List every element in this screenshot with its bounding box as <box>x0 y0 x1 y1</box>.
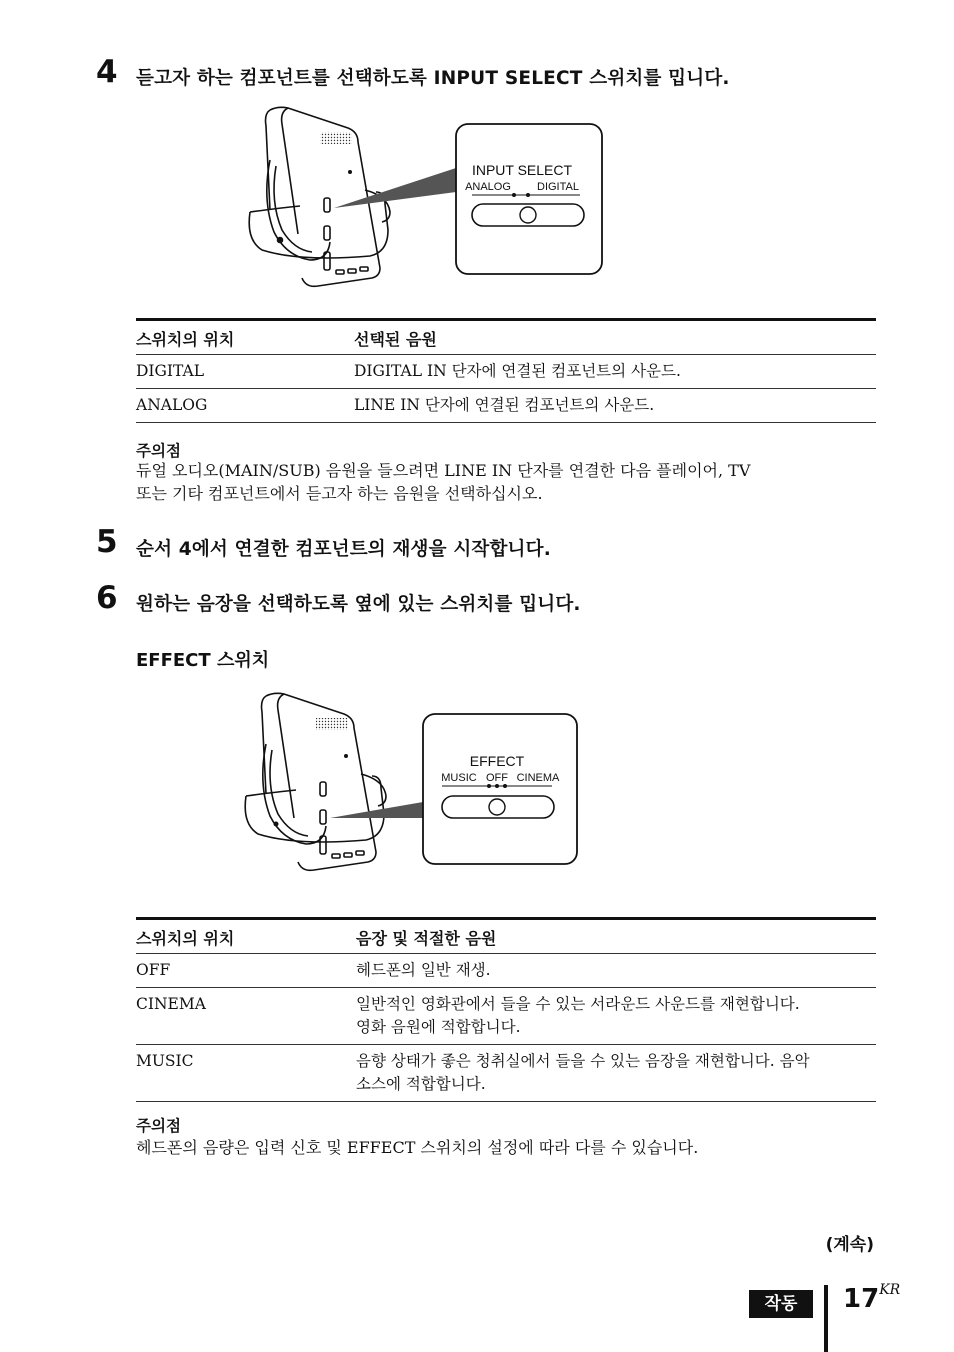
step-4-number: 4 <box>96 54 118 90</box>
step-5-number: 5 <box>96 524 118 560</box>
input-select-label: INPUT SELECT <box>471 162 573 178</box>
table1-row1-position: DIGITAL <box>136 355 354 389</box>
table1-header-source: 선택된 음원 <box>354 320 876 355</box>
table-row <box>136 1045 876 1102</box>
page-number <box>843 1284 900 1314</box>
input-select-illustration <box>240 100 610 295</box>
off-label: OFF <box>486 772 508 784</box>
table1-row2-desc: LINE IN 단자에 연결된 컴포넌트의 사운드. <box>354 389 876 423</box>
effect-heading: EFFECT 스위치 <box>136 650 270 671</box>
note1-body <box>136 459 896 505</box>
table-row <box>136 954 876 988</box>
note1-line1: 듀얼 오디오(MAIN/SUB) 음원을 들으려면 LINE IN 단자를 연결한 다음 플레이어, TV <box>136 461 751 480</box>
note2-title: 주의점 <box>136 1117 181 1135</box>
table1-row1-desc: DIGITAL IN 단자에 연결된 컴포넌트의 사운드. <box>354 355 876 389</box>
input-select-table <box>136 318 876 423</box>
step-5-text: 순서 4에서 연결한 컴포넌트의 재생을 시작합니다. <box>136 539 551 560</box>
cinema-label: CINEMA <box>516 772 560 784</box>
table-row <box>136 355 876 389</box>
table-row <box>136 389 876 423</box>
effect-knob <box>489 799 505 815</box>
table2-row1-desc <box>356 954 876 988</box>
effect-table <box>136 917 876 1102</box>
page-number-value: 17 <box>843 1284 880 1314</box>
table-row <box>136 988 876 1045</box>
note2-body <box>136 1136 896 1159</box>
effect-switch-illustration <box>240 690 585 875</box>
table2-row1-position: OFF <box>136 954 356 988</box>
continued-label: (계속) <box>825 1235 874 1255</box>
note1-title: 주의점 <box>136 442 181 460</box>
music-label: MUSIC <box>441 772 477 784</box>
table2-row2-position: CINEMA <box>136 988 356 1045</box>
note2-line1: 헤드폰의 음량은 입력 신호 및 EFFECT 스위치의 설정에 따라 다를 수 있습니다. <box>136 1138 699 1157</box>
step-6-number: 6 <box>96 580 118 616</box>
input-select-knob <box>520 207 536 223</box>
digital-label: DIGITAL <box>537 181 579 193</box>
section-badge: 작동 <box>749 1290 813 1318</box>
table2-row2-line2: 영화 음원에 적합합니다. <box>356 1018 521 1036</box>
table2-row3-desc <box>356 1045 876 1102</box>
analog-label: ANALOG <box>465 181 511 193</box>
table2-row3-line2: 소스에 적합합니다. <box>356 1075 486 1093</box>
effect-label: EFFECT <box>469 753 525 769</box>
table2-row2-line1: 일반적인 영화관에서 들을 수 있는 서라운드 사운드를 재현합니다. <box>356 995 800 1013</box>
table2-row3-position: MUSIC <box>136 1045 356 1102</box>
page-number-suffix: KR <box>879 1282 901 1298</box>
table2-row2-desc <box>356 988 876 1045</box>
note1-line2: 또는 기타 컴포넌트에서 듣고자 하는 음원을 선택하십시오. <box>136 484 543 503</box>
table2-header-desc: 음장 및 적절한 음원 <box>356 919 876 954</box>
table2-row1-line1: 헤드폰의 일반 재생. <box>356 961 491 979</box>
footer-divider <box>824 1285 828 1352</box>
table2-row3-line1: 음향 상태가 좋은 청취실에서 들을 수 있는 음장을 재현합니다. 음악 <box>356 1052 810 1070</box>
step-6-text: 원하는 음장을 선택하도록 옆에 있는 스위치를 밉니다. <box>136 594 581 615</box>
step-4-text: 듣고자 하는 컴포넌트를 선택하도록 INPUT SELECT 스위치를 밉니다. <box>136 68 730 89</box>
table1-row2-position: ANALOG <box>136 389 354 423</box>
table2-header-position: 스위치의 위치 <box>136 919 356 954</box>
table1-header-position: 스위치의 위치 <box>136 320 354 355</box>
